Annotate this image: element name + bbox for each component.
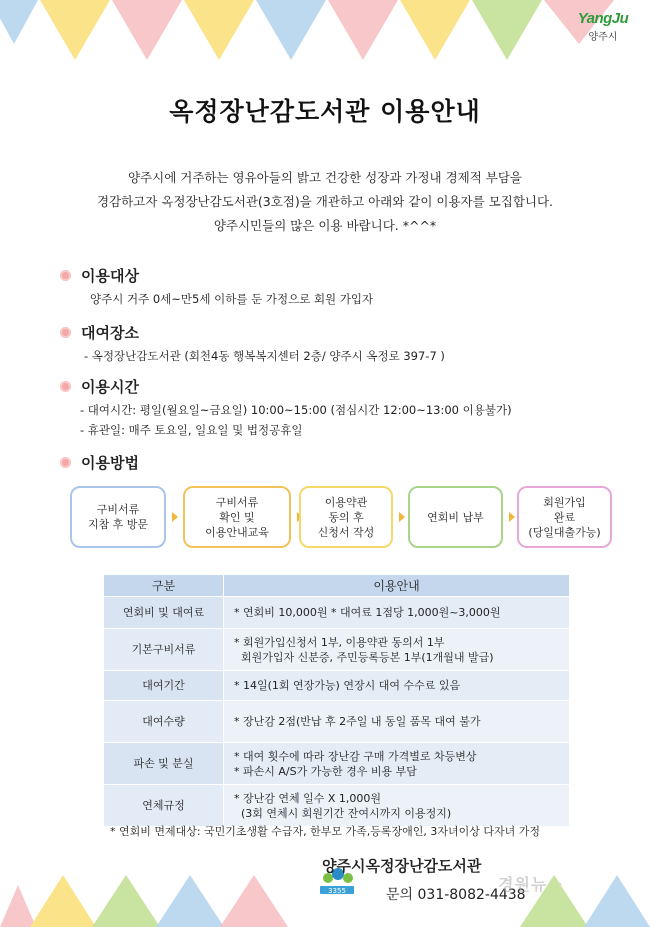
- table-cell-label: 대여수량: [104, 701, 224, 743]
- table-cell-line: * 회원가입신청서 1부, 이용약관 동의서 1부: [234, 635, 445, 649]
- flag: [584, 875, 650, 927]
- arrow-right-icon: [172, 512, 178, 522]
- flag: [40, 0, 110, 60]
- flag: [156, 875, 224, 927]
- section-method: [60, 452, 139, 473]
- table-cell-value: [224, 597, 570, 629]
- fee-exemption-note: * 연회비 면제대상: 국민기초생활 수급자, 한부모 가족,등록장애인, 3자녀이상 다자녀 가정: [109, 825, 541, 838]
- flow-step: [299, 486, 393, 548]
- info-table: [103, 574, 570, 827]
- table-cell-line: * 14일(1회 연장가능) 연장시 대여 수수료 있음: [234, 679, 461, 692]
- method-flow: [70, 486, 615, 550]
- table-cell-line: * 장난감 2점(반납 후 2주일 내 동일 품목 대여 불가: [234, 715, 481, 728]
- table-cell-line: 회원가입자 신분증, 주민등록등본 1부(1개월내 발급): [234, 650, 494, 664]
- table-header: 이용안내: [224, 575, 570, 597]
- logo-city-text: 양주시: [588, 32, 618, 43]
- flag: [0, 885, 36, 927]
- table-row: [104, 701, 570, 743]
- arrow-right-icon: [399, 512, 405, 522]
- table-row: [104, 629, 570, 671]
- flow-step-text: 이용약관: [324, 495, 368, 509]
- table-cell-value: [224, 701, 570, 743]
- bullet-icon: [60, 381, 71, 392]
- flow-step-text: 신청서 작성: [317, 525, 375, 539]
- table-cell-line: (3회 연체시 회원기간 잔여시까지 이용정지): [234, 806, 452, 820]
- bullet-icon: [60, 270, 71, 281]
- flag: [220, 875, 288, 927]
- table-cell-value: [224, 629, 570, 671]
- flow-step-text: 지참 후 방문: [87, 518, 149, 531]
- table-cell-value: [224, 785, 570, 827]
- footer-organization: 양주시옥정장난감도서관: [322, 857, 482, 875]
- intro-line: 경감하고자 옥정장난감도서관(3호점)을 개관하고 아래와 같이 이용자를 모집합니다.: [96, 194, 554, 209]
- bullet-icon: [60, 327, 71, 338]
- flag: [30, 875, 96, 927]
- flow-step-text: (당일대출가능): [528, 525, 601, 539]
- flag: [112, 0, 182, 60]
- table-cell-line: * 장난감 연체 일수 X 1,000원: [234, 791, 382, 805]
- intro-text: [20, 166, 630, 238]
- footer-contact-phone: 문의 031-8082-4438: [386, 887, 526, 903]
- flow-step-text: 구비서류: [96, 503, 140, 516]
- table-row: [104, 785, 570, 827]
- bunting-flags-top: [0, 0, 650, 70]
- table-cell-line: * 연회비 10,000원 * 대여료 1점당 1,000원~3,000원: [234, 606, 501, 619]
- table-cell-value: [224, 743, 570, 785]
- flag: [400, 0, 470, 60]
- table-cell-line: * 파손시 A/S가 가능한 경우 비용 부담: [234, 764, 417, 778]
- flow-step-text: 완료: [553, 510, 576, 524]
- library-logo-text: 3355: [328, 887, 346, 895]
- flow-step-text: 회원가입: [543, 495, 586, 509]
- flow-step-text: 연회비 납부: [427, 510, 484, 524]
- section-title: 대여장소: [81, 324, 139, 342]
- flow-step-text: 동의 후: [328, 510, 364, 524]
- table-row: [104, 671, 570, 701]
- intro-line: 양주시민들의 많은 이용 바랍니다. *^^*: [213, 218, 437, 233]
- flow-step: [517, 486, 612, 548]
- flag: [92, 875, 160, 927]
- logo-brand-text: YangJu: [577, 10, 629, 27]
- table-cell-line: * 대여 횟수에 따라 장난감 구매 가격별로 차등변상: [234, 749, 477, 763]
- section-title: 이용대상: [81, 267, 139, 285]
- flow-step: [408, 486, 503, 548]
- bunting-flags-bottom: [0, 867, 650, 927]
- section-title: 이용시간: [81, 378, 139, 396]
- section-target: [60, 265, 373, 308]
- news-watermark: 경원뉴스: [498, 875, 564, 894]
- page-title: 옥정장난감도서관 이용안내: [169, 97, 481, 126]
- flow-step: [183, 486, 291, 548]
- section-text: 양주시 거주 0세~만5세 이하를 둔 가정으로 회원 가입자: [90, 292, 374, 306]
- flag: [184, 0, 254, 60]
- table-cell-value: [224, 671, 570, 701]
- section-hours: [60, 376, 512, 439]
- flag: [0, 0, 38, 44]
- table-cell-label: 대여기간: [104, 671, 224, 701]
- table-cell-label: 연회비 및 대여료: [104, 597, 224, 629]
- flag: [328, 0, 398, 60]
- flow-step-text: 확인 및: [219, 510, 255, 524]
- flag: [520, 875, 588, 927]
- arrow-right-icon: [509, 512, 515, 522]
- table-row: [104, 743, 570, 785]
- table-cell-label: 연체규정: [104, 785, 224, 827]
- section-text: - 대여시간: 평일(월요일~금요일) 10:00~15:00 (점심시간 12:00~13:00 이용불가): [80, 403, 512, 417]
- flag: [256, 0, 326, 60]
- section-text: - 옥정장난감도서관 (회천4동 행복복지센터 2층/ 양주시 옥정로 397-7 ): [84, 349, 445, 363]
- intro-line: 양주시에 거주하는 영유아들의 밝고 건강한 성장과 가정내 경제적 부담을: [127, 170, 523, 185]
- flag: [472, 0, 542, 60]
- table-row: [104, 597, 570, 629]
- table-header: 구분: [104, 575, 224, 597]
- section-text: - 휴관일: 매주 토요일, 일요일 및 법정공휴일: [80, 423, 303, 437]
- flow-step-text: 이용안내교육: [205, 525, 269, 539]
- bullet-icon: [60, 457, 71, 468]
- section-title: 이용방법: [81, 454, 139, 472]
- table-cell-label: 기본구비서류: [104, 629, 224, 671]
- table-header-row: [104, 575, 570, 597]
- flow-step-text: 구비서류: [215, 495, 259, 509]
- table-cell-label: 파손 및 분실: [104, 743, 224, 785]
- flow-step: [70, 486, 166, 548]
- yangju-logo: [570, 10, 636, 43]
- section-place: [60, 322, 445, 365]
